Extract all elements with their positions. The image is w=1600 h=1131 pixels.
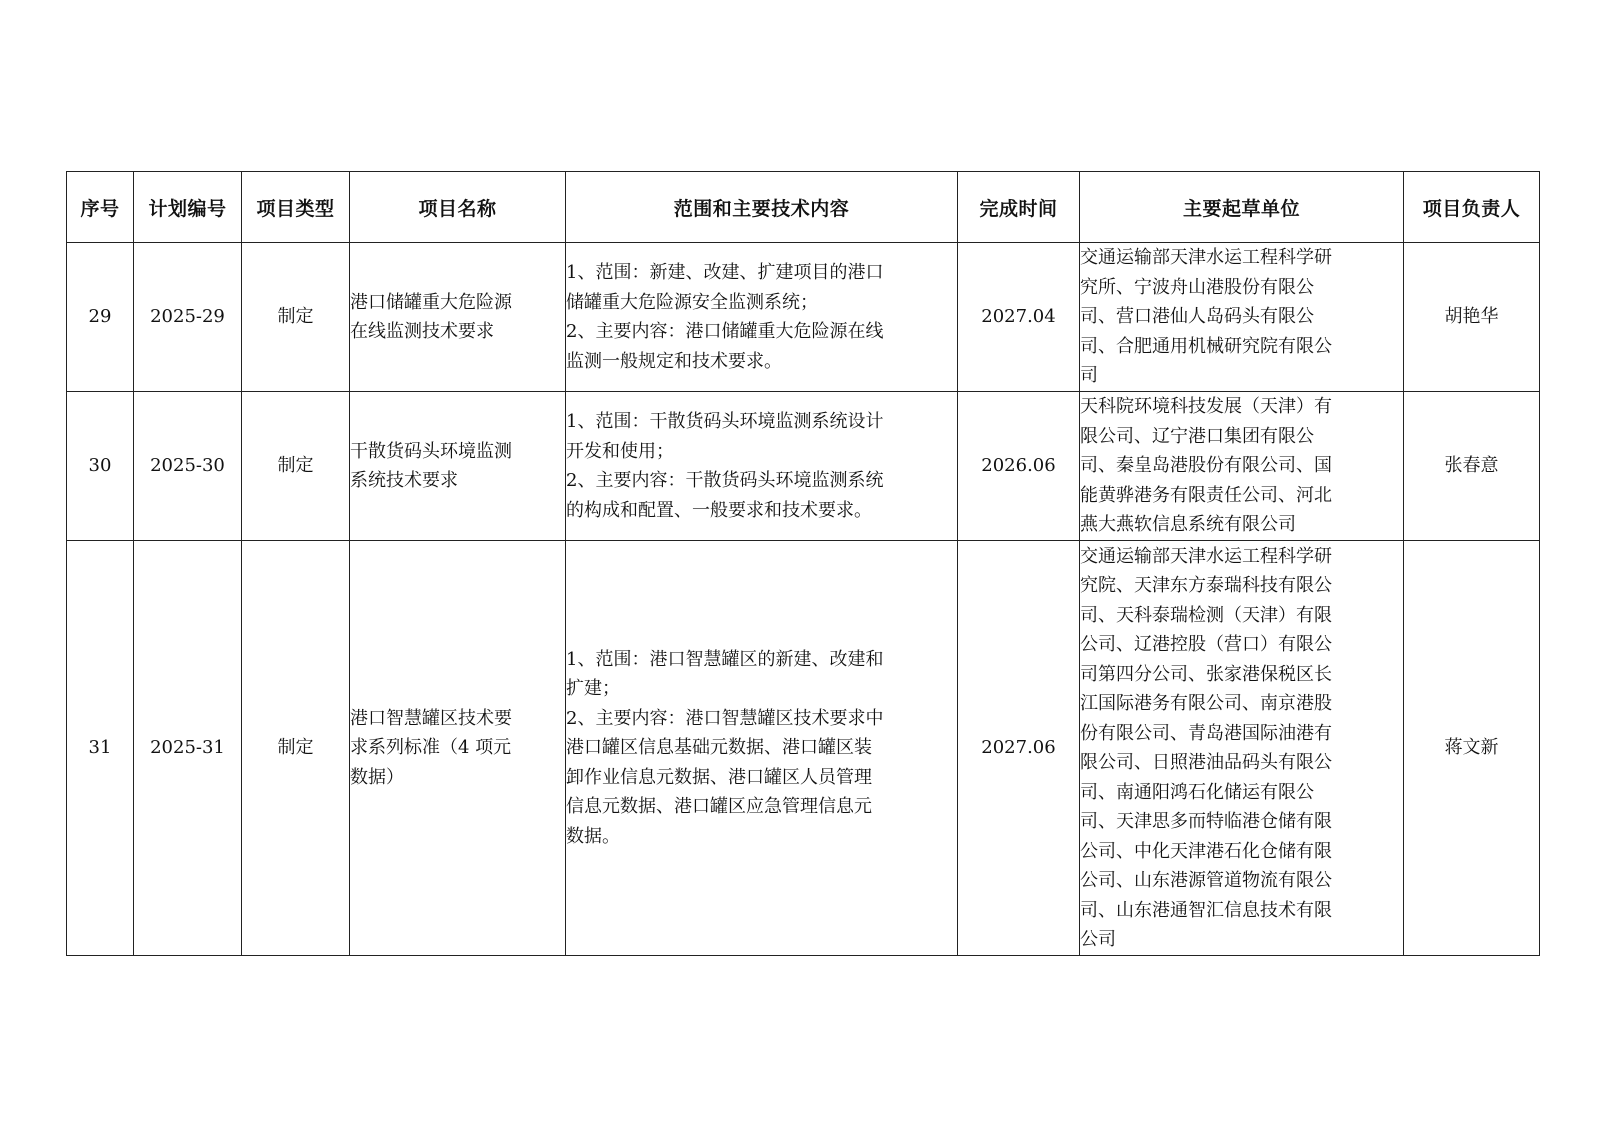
table-header-row <box>67 172 1540 243</box>
cell-name <box>350 243 566 392</box>
header-plan-no: 计划编号 <box>134 172 242 243</box>
cell-seq: 31 <box>67 541 134 956</box>
cell-name <box>350 541 566 956</box>
cell-scope <box>566 541 958 956</box>
cell-name-text: 干散货码头环境监测 系统技术要求 <box>350 440 512 491</box>
cell-type: 制定 <box>242 541 350 956</box>
cell-drafters <box>1080 243 1404 392</box>
cell-plan-no: 2025-29 <box>134 243 242 392</box>
cell-name <box>350 392 566 541</box>
table-row <box>67 541 1540 956</box>
cell-seq: 29 <box>67 243 134 392</box>
cell-plan-no: 2025-31 <box>134 541 242 956</box>
header-name: 项目名称 <box>350 172 566 243</box>
cell-scope-text: 1、范围：新建、改建、扩建项目的港口 储罐重大危险源安全监测系统； 2、主要内容：港口储罐重大危险源在线 监测一般规定和技术要求。 <box>566 262 884 372</box>
cell-plan-no: 2025-30 <box>134 392 242 541</box>
cell-drafters-text: 交通运输部天津水运工程科学研 究院、天津东方泰瑞科技有限公 司、天科泰瑞检测（天津）有限 公司、辽港控股（营口）有限公 司第四分公司、张家港保税区长 江国际港务有限公司、南京港股 份有限公司、青岛港国际油港有 限公司、日照港油品码头有限公 司、南通阳鸿石化储运有限公 司、天津思多而特临港仓储有限 公司、中化天津港石化仓储有限 公司、山东港源管道物流有限公 司、山东港通智汇信息技术有限 公司 <box>1080 545 1332 950</box>
header-seq: 序号 <box>67 172 134 243</box>
standards-plan-table <box>66 171 1540 956</box>
cell-completion: 2027.06 <box>958 541 1080 956</box>
table-row <box>67 392 1540 541</box>
cell-completion: 2026.06 <box>958 392 1080 541</box>
cell-drafters <box>1080 541 1404 956</box>
header-completion: 完成时间 <box>958 172 1080 243</box>
cell-leader: 胡艳华 <box>1404 243 1540 392</box>
cell-leader: 张春意 <box>1404 392 1540 541</box>
cell-scope <box>566 392 958 541</box>
header-scope: 范围和主要技术内容 <box>566 172 958 243</box>
header-type: 项目类型 <box>242 172 350 243</box>
cell-drafters <box>1080 392 1404 541</box>
cell-scope <box>566 243 958 392</box>
cell-completion: 2027.04 <box>958 243 1080 392</box>
header-leader: 项目负责人 <box>1404 172 1540 243</box>
cell-scope-text: 1、范围：干散货码头环境监测系统设计 开发和使用； 2、主要内容：干散货码头环境监测系统 的构成和配置、一般要求和技术要求。 <box>566 411 884 521</box>
cell-drafters-text: 天科院环境科技发展（天津）有 限公司、辽宁港口集团有限公 司、秦皇岛港股份有限公司、国 能黄骅港务有限责任公司、河北 燕大燕软信息系统有限公司 <box>1080 396 1332 536</box>
cell-name-text: 港口智慧罐区技术要 求系列标准（4 项元 数据） <box>350 707 512 788</box>
header-drafters: 主要起草单位 <box>1080 172 1404 243</box>
cell-scope-text: 1、范围：港口智慧罐区的新建、改建和 扩建； 2、主要内容：港口智慧罐区技术要求中 港口罐区信息基础元数据、港口罐区装 卸作业信息元数据、港口罐区人员管理 信息元数据、港口罐区应急管理信息元 数据。 <box>566 648 884 847</box>
cell-seq: 30 <box>67 392 134 541</box>
cell-type: 制定 <box>242 392 350 541</box>
cell-leader: 蒋文新 <box>1404 541 1540 956</box>
cell-type: 制定 <box>242 243 350 392</box>
cell-drafters-text: 交通运输部天津水运工程科学研 究所、宁波舟山港股份有限公 司、营口港仙人岛码头有限公 司、合肥通用机械研究院有限公 司 <box>1080 247 1332 387</box>
table-row <box>67 243 1540 392</box>
cell-name-text: 港口储罐重大危险源 在线监测技术要求 <box>350 291 512 342</box>
